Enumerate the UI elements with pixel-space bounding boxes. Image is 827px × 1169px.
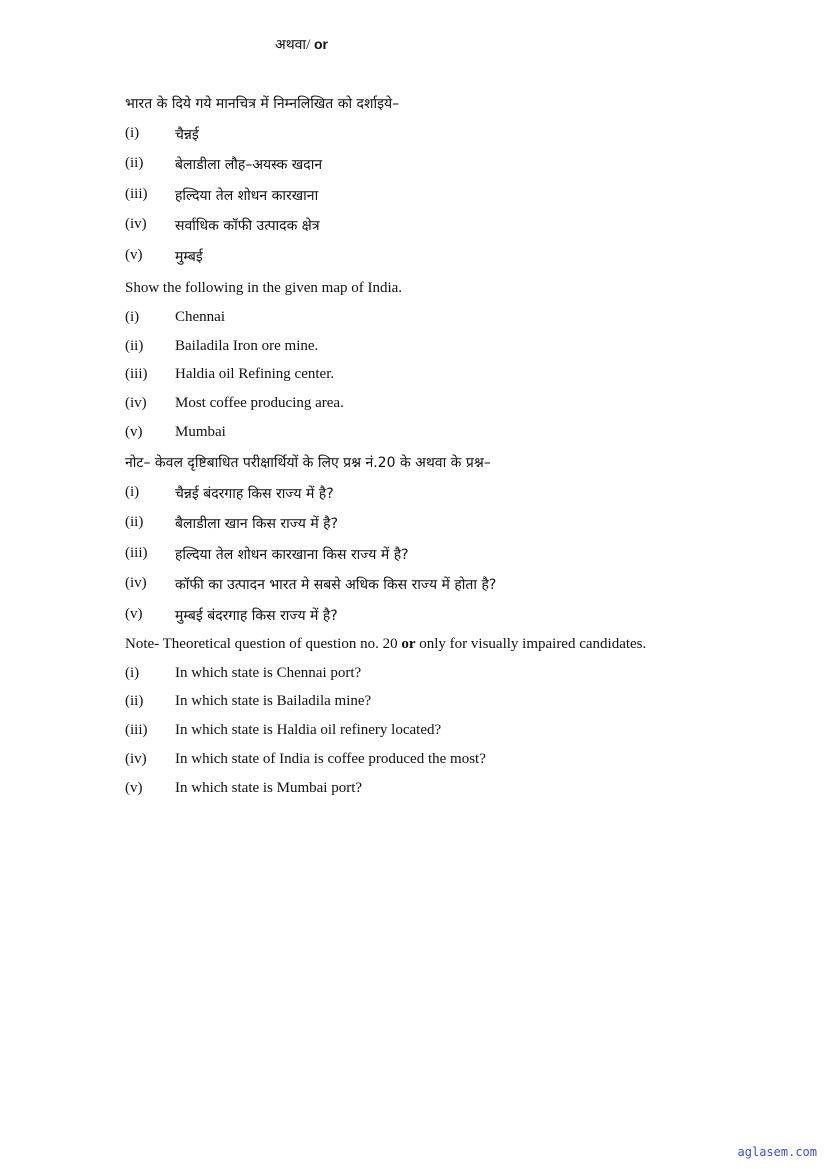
hindi-note: नोट– केवल दृष्टिबाधित परीक्षार्थियों के लिए प्रश्न नं.20 के अथवा के प्रश्न–: [125, 455, 491, 471]
or-heading-english: or: [313, 36, 328, 52]
watermark-text: aglasem.com: [737, 1145, 817, 1159]
or-heading: [275, 35, 328, 54]
english-map-instruction: Show the following in the given map of India.: [125, 280, 403, 296]
hindi-map-instruction: भारत के दिये गये मानचित्र में निम्नलिखित को दर्शाइये–: [125, 96, 400, 112]
or-heading-separator: /: [306, 37, 314, 53]
english-note: Note- Theoretical question of question no. 20 or only for visually impaired candidates.: [125, 636, 647, 652]
or-heading-hindi: अथवा: [275, 37, 307, 53]
or-emphasis: or: [401, 636, 416, 652]
